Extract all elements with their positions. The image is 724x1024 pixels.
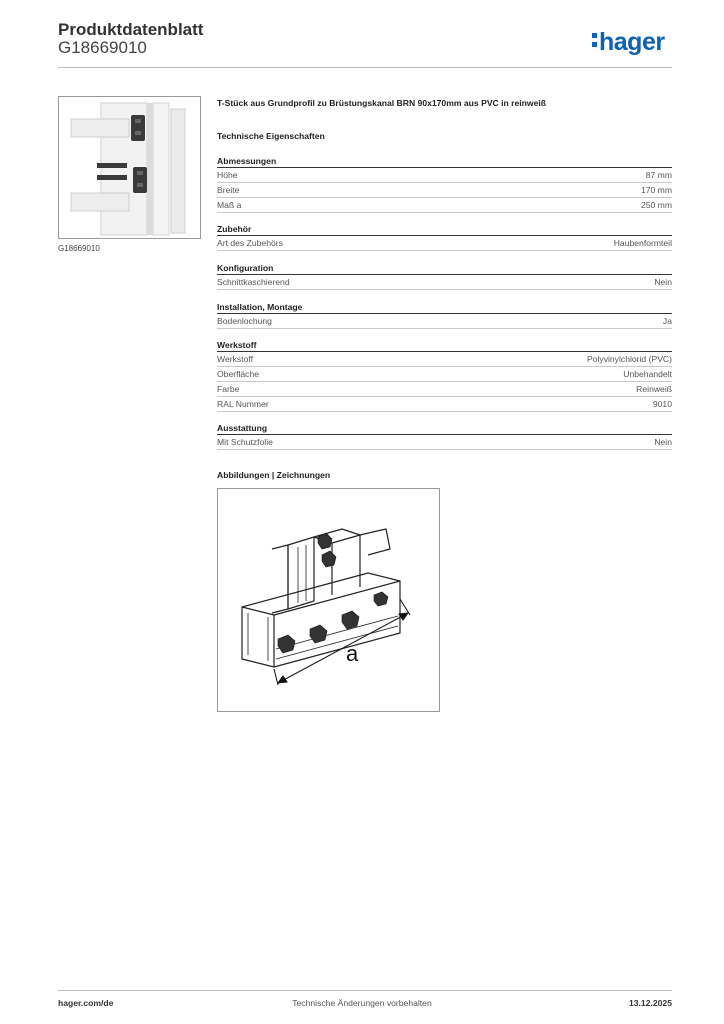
product-photo-image xyxy=(59,97,200,238)
spec-value: Nein xyxy=(654,277,672,287)
spec-value: Ja xyxy=(662,316,672,326)
section-zubehoer xyxy=(217,223,672,251)
logo-colon-icon xyxy=(592,33,598,47)
spec-label: RAL Nummer xyxy=(217,399,269,409)
spec-value: Reinweiß xyxy=(636,384,672,394)
spec-label: Oberfläche xyxy=(217,369,260,379)
section-title: Ausstattung xyxy=(217,422,672,435)
spec-value: Polyvinylchlorid (PVC) xyxy=(586,354,672,364)
spec-label: Breite xyxy=(217,185,240,195)
spec-label: Höhe xyxy=(217,170,238,180)
spec-value: Haubenformteil xyxy=(613,238,672,248)
hager-logo[interactable] xyxy=(592,28,665,57)
section-werkstoff xyxy=(217,339,672,412)
spec-value: Unbehandelt xyxy=(623,369,672,379)
spec-label: Farbe xyxy=(217,384,240,394)
spec-row xyxy=(217,198,672,213)
spec-value: 87 mm xyxy=(645,170,672,180)
spec-value: 250 mm xyxy=(640,200,672,210)
spec-label: Bodenlochung xyxy=(217,316,272,326)
spec-row xyxy=(217,168,672,183)
section-title: Zubehör xyxy=(217,223,672,236)
spec-label: Werkstoff xyxy=(217,354,253,364)
drawings-heading: Abbildungen | Zeichnungen xyxy=(217,470,331,480)
header-divider xyxy=(58,67,672,68)
spec-row xyxy=(217,183,672,198)
spec-row xyxy=(217,435,672,450)
article-number: G18669010 xyxy=(58,38,147,57)
spec-row xyxy=(217,314,672,329)
page-title: Produktdatenblatt xyxy=(58,20,204,39)
photo-caption: G18669010 xyxy=(58,244,100,253)
footer-notice: Technische Änderungen vorbehalten xyxy=(292,998,432,1008)
logo-text: hager xyxy=(599,28,665,56)
section-title: Abmessungen xyxy=(217,155,672,168)
tech-properties-heading: Technische Eigenschaften xyxy=(217,131,325,141)
spec-value: Nein xyxy=(654,437,672,447)
section-title: Werkstoff xyxy=(217,339,672,352)
spec-label: Maß a xyxy=(217,200,242,210)
spec-value: 9010 xyxy=(652,399,672,409)
footer-divider xyxy=(58,990,672,991)
product-photo xyxy=(58,96,201,239)
spec-value: 170 mm xyxy=(640,185,672,195)
footer-date: 13.12.2025 xyxy=(628,998,672,1008)
section-abmessungen xyxy=(217,155,672,213)
section-installation xyxy=(217,301,672,329)
technical-drawing xyxy=(217,488,440,712)
dimension-label: a xyxy=(346,641,359,666)
section-konfiguration xyxy=(217,262,672,290)
section-title: Konfiguration xyxy=(217,262,672,275)
section-ausstattung xyxy=(217,422,672,450)
spec-label: Mit Schutzfolie xyxy=(217,437,273,447)
spec-label: Schnittkaschierend xyxy=(217,277,290,287)
spec-row xyxy=(217,236,672,251)
spec-row xyxy=(217,382,672,397)
spec-row xyxy=(217,397,672,412)
spec-row xyxy=(217,352,672,367)
footer-website-link[interactable]: hager.com/de xyxy=(58,998,114,1008)
section-title: Installation, Montage xyxy=(217,301,672,314)
spec-row xyxy=(217,367,672,382)
spec-label: Art des Zubehörs xyxy=(217,238,283,248)
technical-drawing-image xyxy=(218,489,439,711)
spec-row xyxy=(217,275,672,290)
product-description: T-Stück aus Grundprofil zu Brüstungskanal BRN 90x170mm aus PVC in reinweiß xyxy=(217,98,547,108)
